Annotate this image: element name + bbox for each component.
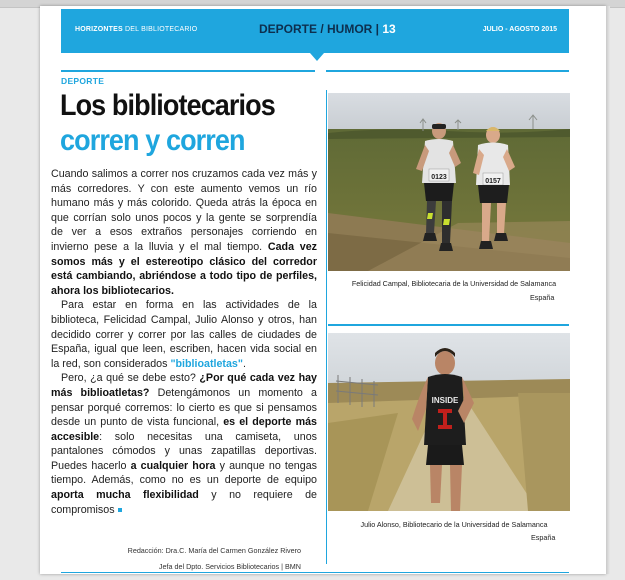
article-title-line1: Los bibliotecarios xyxy=(60,89,275,122)
section-heading xyxy=(259,22,396,36)
paragraph-2-text: Para estar en forma en las actividades de la biblioteca, Felicidad Campal, Julio Alonso y otros, han decidido correr y correr por las calles de ciudades de España, igual que leen, escriben, hacen vida social en la red, son considerados xyxy=(51,299,317,370)
photo-1-caption: Felicidad Campal, Bibliotecaria de la Universidad de Salamanca xyxy=(351,279,557,288)
paragraph-3-text-c: : solo necesitas una camiseta, unos pantalones cómodos y unas zapatillas deportivas. Puedes hacerlo xyxy=(51,430,317,472)
photo-2-caption: Julio Alonso, Bibliotecario de la Universidad de Salamanca xyxy=(360,520,548,529)
header-pointer-icon xyxy=(310,53,324,61)
page-number: 13 xyxy=(382,22,396,36)
author-credit: Redacción: Dra.C. María del Carmen González Rivero xyxy=(127,546,301,555)
photo-separator-rule xyxy=(328,324,569,326)
publication-name-light: DEL BIBLIOTECARIO xyxy=(125,26,198,33)
paragraph-3-bold-2: es el deporte más accesible xyxy=(51,416,317,443)
paragraph-2-end: . xyxy=(242,357,246,370)
shirt-text: INSIDE xyxy=(431,396,459,405)
paragraph-1-bold: Cada vez somos más y el estereotipo clásico del corredor está cambiando, abriéndose a todo tipo de perfiles, ahora los bibliotecarios. xyxy=(51,240,317,297)
paragraph-3-text-b: Detengámonos un momento a pensar porqué corremos: lo cierto es que si pensamos desde un punto de vista funcional, xyxy=(51,386,317,429)
paragraph-3 xyxy=(51,371,317,517)
paragraph-3-bold-1: ¿Por qué cada vez hay más biblioatletas? xyxy=(51,372,317,399)
left-top-rule xyxy=(61,70,315,72)
magazine-page xyxy=(40,6,606,574)
bottom-rule xyxy=(61,572,569,573)
photo-runner-julio-alonso xyxy=(328,333,570,511)
author-position: Jefa del Dpto. Servicios Bibliotecarios | BMN xyxy=(158,562,301,571)
page-header xyxy=(61,9,569,53)
bib-number-right: 0157 xyxy=(485,178,501,185)
issue-date: JULIO - AGOSTO 2015 xyxy=(482,26,557,33)
paragraph-3-text-a: Pero, ¿a qué se debe esto? xyxy=(61,372,196,385)
paragraph-1-text: Cuando salimos a correr nos cruzamos cada vez más y más corredores. Y con este aumento vemos un río humano más y más colorido. Queda atrás la época en que corrían solo unos pocos y la gente se sorprendía de ver a esos extraños personajes corriendo en invierno pese a la lluvia y el mal tiempo. xyxy=(51,168,317,253)
biblioatletas-tag: "biblioatletas" xyxy=(170,357,243,370)
publication-name xyxy=(75,26,197,33)
article-end-mark-icon xyxy=(118,508,122,512)
bib-number-left: 0123 xyxy=(431,174,447,181)
right-top-rule xyxy=(326,70,569,72)
photo-2-caption-country: España xyxy=(531,533,556,542)
section-heading-text: DEPORTE / HUMOR | xyxy=(259,22,380,36)
article-section-label: DEPORTE xyxy=(61,76,105,86)
photo-1-caption-country: España xyxy=(530,293,555,302)
column-divider xyxy=(326,90,327,564)
paragraph-3-bold-3: a cualquier hora xyxy=(130,459,216,472)
article-body xyxy=(51,167,317,517)
article-title-line2: corren y corren xyxy=(60,124,245,157)
page-shadow xyxy=(606,6,610,574)
paragraph-2 xyxy=(51,298,317,371)
paragraph-3-text-d: y aunque no tengas tiempo. Además, como no es un deporte de equipo xyxy=(51,459,317,487)
paragraph-3-bold-4: aporta mucha flexibilidad xyxy=(51,489,199,502)
paragraph-1 xyxy=(51,167,317,298)
photo-runners-felicidad-campal xyxy=(328,93,570,271)
publication-name-bold: HORIZONTES xyxy=(75,26,123,33)
paragraph-3-text-e: y no requiere de compromisos xyxy=(51,489,317,516)
